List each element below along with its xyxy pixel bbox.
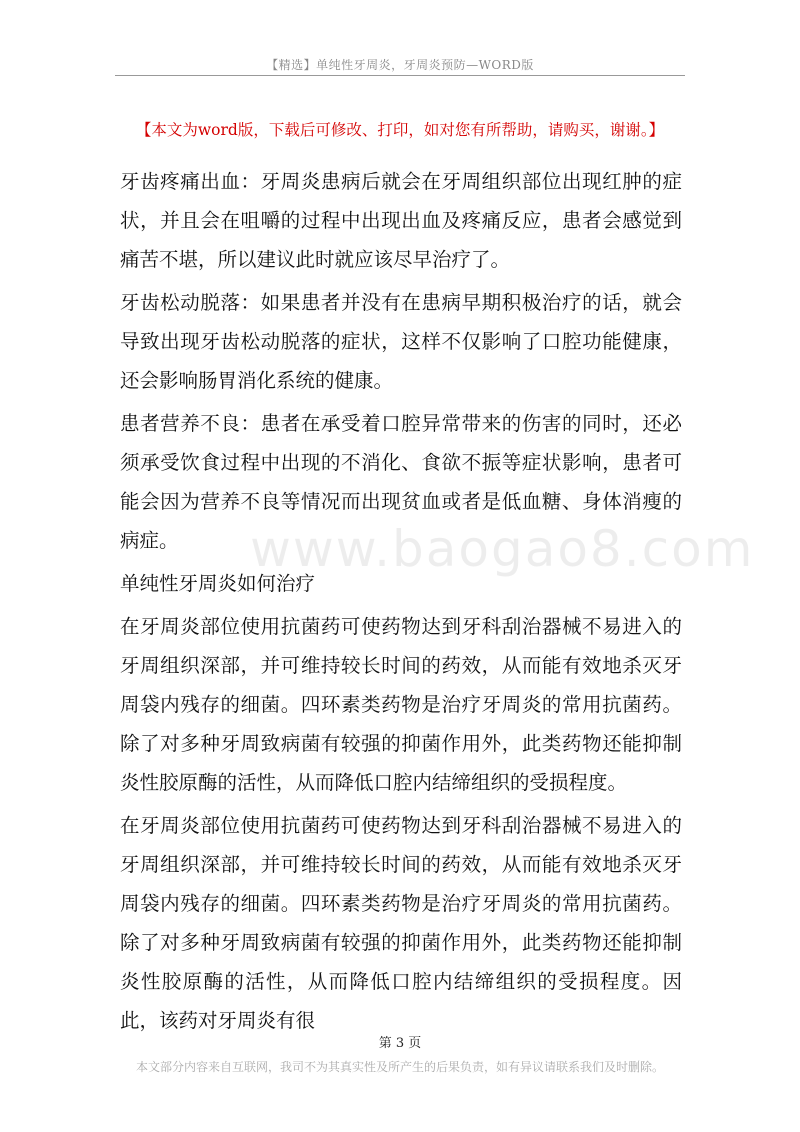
- page-number: 第 3 页: [378, 1036, 422, 1051]
- paragraph-malnutrition: 患者营养不良：患者在承受着口腔异常带来的伤害的同时，还必须承受饮食过程中出现的不消化、食欲不振等症状影响，患者可能会因为营养不良等情况而出现贫血或者是低血糖、身体消瘦的病症。: [120, 412, 682, 552]
- page-header: 【精选】单纯性牙周炎，牙周炎预防—WORD版: [266, 58, 534, 72]
- paragraph-treatment-1: 在牙周炎部位使用抗菌药可使药物达到牙科刮治器械不易进入的牙周组织深部，并可维持较长时间的药效，从而能有效地杀灭牙周袋内残存的细菌。四环素类药物是治疗牙周炎的常用抗菌药。除了对多种牙周致病菌有较强的抑菌作用外，此类药物还能抑制炎性胶原酶的活性，从而降低口腔内结缔组织的受损程度。: [120, 615, 682, 794]
- paragraph-tooth-loose: 牙齿松动脱落：如果患者并没有在患病早期积极治疗的话，就会导致出现牙齿松动脱落的症状，这样不仅影响了口腔功能健康，还会影响肠胃消化系统的健康。: [120, 291, 682, 392]
- paragraph-tooth-pain: 牙齿疼痛出血：牙周炎患病后就会在牙周组织部位出现红肿的症状，并且会在咀嚼的过程中出现出血及疼痛反应，患者会感觉到痛苦不堪，所以建议此时就应该尽早治疗了。: [120, 170, 682, 271]
- download-notice: 【本文为word版，下载后可修改、打印，如对您有所帮助，请购买，谢谢。】: [135, 121, 665, 139]
- header-divider: [115, 75, 685, 76]
- paragraph-treatment-2: 在牙周炎部位使用抗菌药可使药物达到牙科刮治器械不易进入的牙周组织深部，并可维持较长时间的药效，从而能有效地杀灭牙周袋内残存的细菌。四环素类药物是治疗牙周炎的常用抗菌药。除了对多种牙周致病菌有较强的抑菌作用外，此类药物还能抑制炎性胶原酶的活性，从而降低口腔内结缔组织的受损程度。因此，该药对牙周炎有很: [120, 814, 682, 1032]
- section-heading-treatment: 单纯性牙周炎如何治疗: [120, 572, 316, 595]
- page-footer: 本文部分内容来自互联网，我司不为其真实性及所产生的后果负责，如有异议请联系我们及时删除。: [135, 1060, 664, 1074]
- watermark: www.baogao8.com: [250, 520, 755, 578]
- document-body: [120, 162, 755, 1044]
